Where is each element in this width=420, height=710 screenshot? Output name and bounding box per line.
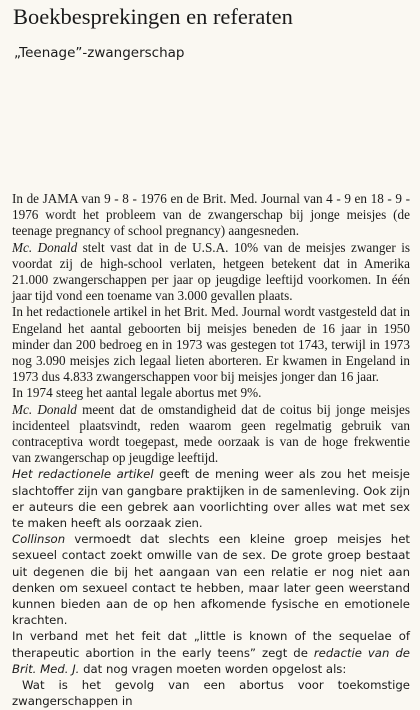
paragraph — [12, 677, 410, 709]
paragraph — [12, 191, 410, 240]
paragraph-text: geeft de mening weer als zou het meisje slachtoffer zijn van gangbare praktijken in de samenleving. Ook zijn er auteurs die een gebrek aan voorlichting over alles wat met sex te maken heeft als oorzaak zien. — [12, 467, 411, 531]
paragraph-text: dat nog vragen moeten worden opgelost als: — [79, 661, 347, 676]
paragraph — [12, 385, 410, 401]
paragraph-text: In de JAMA van 9 - 8 - 1976 en de Brit. Med. Journal van 4 - 9 en 18 - 9 - 1976 wordt het probleem van de zwangerschap bij jonge meisjes (de teenage pregnancy of school pregnancy) aangesneden. — [12, 191, 410, 239]
paragraph — [12, 466, 410, 531]
paragraph — [12, 304, 410, 385]
section-heading: Boekbesprekingen en referaten — [13, 4, 293, 29]
italic-text: Mc. Donald — [12, 239, 78, 255]
italic-text: Collinson — [12, 532, 66, 547]
paragraph-text: Wat is het gevolg van een abortus voor toekomstige zwangerschappen in — [12, 678, 410, 709]
italic-text: Mc. Donald — [12, 401, 77, 417]
paragraph — [12, 402, 410, 467]
paragraph — [12, 531, 410, 628]
paragraph-text: stelt vast dat in de U.S.A. 10% van de meisjes zwanger is voordat zij de high-school verlaten, hetgeen betekent dat in Amerika 21.000 zwangerschappen per jaar op jeugdige leeftijd voorkomen. In één jaar tijd vond een toename van 3.000 gevallen plaats. — [12, 239, 410, 304]
paragraph-text: meent dat de omstandigheid dat de coitus bij jonge meisjes incidenteel plaatsvindt, reden waarom geen regelmatig gebruik van contraceptiva wordt toegepast, mede oorzaak is van de hoge frekwentie van zwangerschap op jeugdige leeftijd. — [12, 401, 411, 466]
article-body — [12, 191, 410, 710]
italic-text: Het redactionele artikel — [12, 467, 154, 482]
paragraph-text: In het redactionele artikel in het Brit. Med. Journal wordt vastgesteld dat in Engeland het aantal geboorten bij meisjes beneden de 16 jaar in 1950 minder dan 200 bedroeg en in 1973 was gestegen tot 1743, terwijl in 1973 nog 3.090 meisjes zich legaal lieten aborteren. Er kwamen in Engeland in 1973 dus 4.833 zwangerschappen voor bij meisjes jonger dan 16 jaar. — [12, 304, 410, 385]
paragraph — [12, 628, 410, 677]
italic-text: redactie van de Brit. Med. J. — [12, 645, 410, 676]
paragraph-text: In 1974 steeg het aantal legale abortus met 9%. — [12, 385, 262, 401]
paragraph — [12, 240, 410, 305]
paragraph-text: vermoedt dat slechts een kleine groep meisjes het sexueel contact zoekt omwille van de sex. De grote groep bestaat uit degenen die bij het aangaan van een relatie er nog niet aan denken om sexueel contact te hebben, maar later geen weerstand kunnen bieden aan de op hen afkomende fysische en emotionele krachten. — [12, 532, 410, 628]
article-title: „Teenage”-zwangerschap — [14, 45, 185, 61]
paragraph-text: In verband met het feit dat „little is known of the sequelae of therapeutic abortion in the early teens” zegt de — [12, 629, 410, 660]
